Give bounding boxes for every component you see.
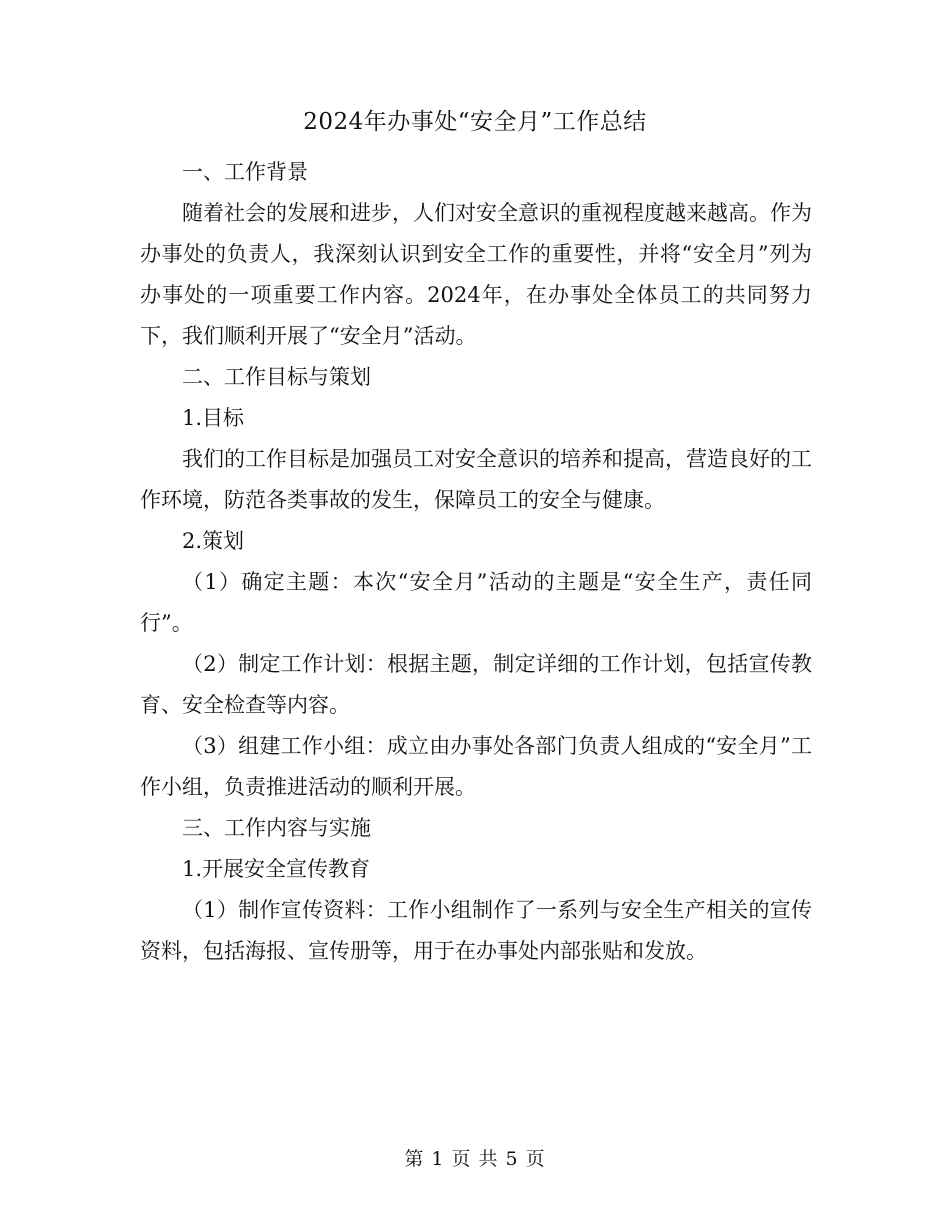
list-item-promo-materials: （1）制作宣传资料：工作小组制作了一系列与安全生产相关的宣传资料，包括海报、宣传册等，用于在办事处内部张贴和发放。 <box>140 898 812 963</box>
section-heading-goals-planning: 二、工作目标与策划 <box>182 365 371 389</box>
document-body <box>140 152 812 972</box>
list-item-theme: （1）确定主题：本次“安全月”活动的主题是“安全生产，责任同行”。 <box>140 570 812 635</box>
paragraph-goal: 我们的工作目标是加强员工对安全意识的培养和提高，营造良好的工作环境，防范各类事故的发生，保障员工的安全与健康。 <box>140 447 812 512</box>
section-heading-content-implementation: 三、工作内容与实施 <box>182 816 371 840</box>
document-title: 2024年办事处“安全月”工作总结 <box>303 109 647 135</box>
list-item-work-group: （3）组建工作小组：成立由办事处各部门负责人组成的“安全月”工作小组，负责推进活动的顺利开展。 <box>140 734 812 799</box>
page-number-footer: 第 1 页 共 5 页 <box>404 1148 546 1170</box>
paragraph-background: 随着社会的发展和进步，人们对安全意识的重视程度越来越高。作为办事处的负责人，我深刻认识到安全工作的重要性，并将“安全月”列为办事处的一项重要工作内容。2024年，在办事处全体员工的共同努力下，我们顺利开展了“安全月”活动。 <box>140 201 812 348</box>
subheading-safety-education: 1.开展安全宣传教育 <box>182 857 371 881</box>
subheading-goal: 1.目标 <box>182 406 245 430</box>
subheading-planning: 2.策划 <box>182 529 245 553</box>
list-item-work-plan: （2）制定工作计划：根据主题，制定详细的工作计划，包括宣传教育、安全检查等内容。 <box>140 652 812 717</box>
section-heading-background: 一、工作背景 <box>182 160 308 184</box>
